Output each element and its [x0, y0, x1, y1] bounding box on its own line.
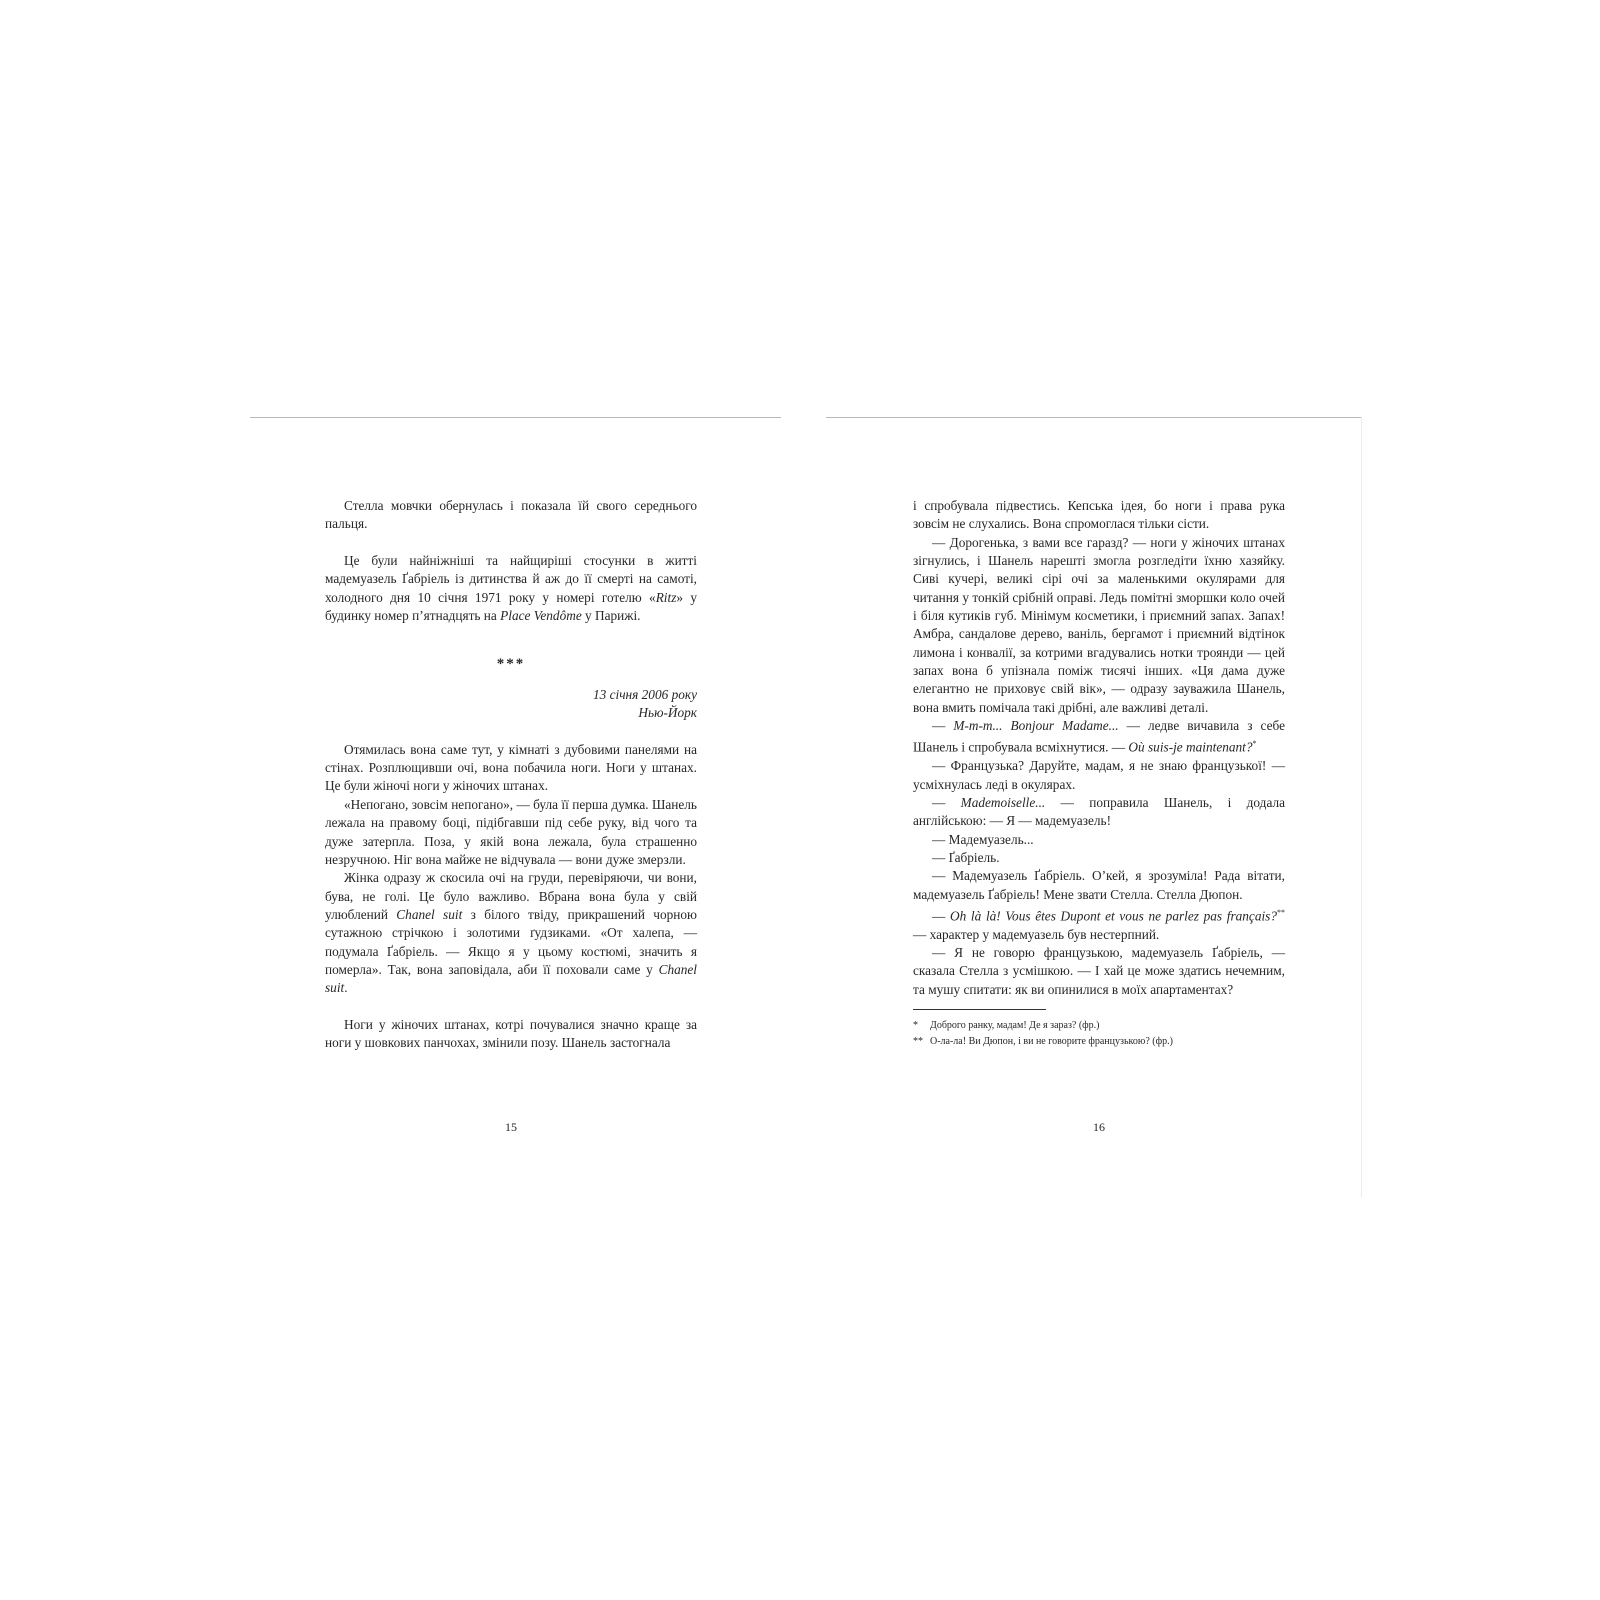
- paragraph: — M-m-m... Bonjour Madame... — ледве вичавила з себе Шанель і спробувала всміхнутися. — Où suis-je maintenant?*: [913, 718, 1285, 755]
- right-page: [913, 497, 1285, 1050]
- paragraph: Стелла мовчки обернулась і показала їй свого середнього пальця.: [325, 498, 697, 532]
- right-page-edge: [1361, 417, 1362, 1197]
- paragraph: — Дорогенька, з вами все гаразд? — ноги у жіночих штанах зігнулись, і Шанель нарешті змогла розгледіти їхню хазяйку. Сиві кучері, великі сірі очі за маленькими окулярами для читання у тонкій срібній оправі. Ледь помітні зморшки коло очей і біля кутиків губ. Мінімум косметики, і приємний запах. Запах! Амбра, сандалове дерево, ваніль, бергамот і приємний відтінок лимона і конвалії, за котрими вгадувались нотки троянди — цей запах вона б упізнала поміж тисячі інших. «Ця дама дуже елегантно не приховує свій вік», — одразу зауважила Шанель, вона вмить помічала такі дрібні, але важливі деталі.: [913, 534, 1285, 715]
- footnote-rule: [913, 1009, 1046, 1010]
- paragraph: Жінка одразу ж скосила очі на груди, перевіряючи, чи вони, бува, не голі. Це було важливо. Вбрана вона була у свій улюблений Chanel suit з білого твіду, прикрашений чорною сутажною стрічкою і золотими ґудзиками. «От халепа, — подумала Ґабріель. — Якщо я у цьому костюмі, значить я померла». Так, вона заповідала, аби її поховали саме у Chanel suit.: [325, 870, 697, 996]
- left-page: [325, 497, 697, 1053]
- paragraph: — Французька? Даруйте, мадам, я не знаю французької! — усміхнулась леді в окулярах.: [913, 758, 1285, 792]
- paragraph: — Мадемуазель Ґабріель. О’кей, я зрозуміла! Рада вітати, мадемуазель Ґабріель! Мене звати Стелла. Стелла Дюпон.: [913, 868, 1285, 902]
- epigraph-date: 13 січня 2006 року: [593, 686, 697, 702]
- paragraph: Це були найніжніші та найщиріші стосунки в житті мадемуазель Ґабріель із дитинства й аж до її смерті на самоті, холодного дня 10 січня 1971 року у номері готелю «Ritz» у будинку номер п’ятнадцять на Place Vendôme у Парижі.: [325, 553, 697, 624]
- paragraph: — Oh là là! Vous êtes Dupont et vous ne parlez pas français?** — характер у мадемуазель був нестерпний.: [913, 907, 1285, 942]
- right-page-top-rule: [826, 417, 1362, 418]
- paragraph: «Непогано, зовсім непогано», — була її перша думка. Шанель лежала на правому боці, підібгавши під себе руку, від чого та дуже затерпла. Поза, у якій вона лежала, була страшенно незручною. Ніг вона майже не відчувала — вони дуже змерзли.: [325, 796, 697, 867]
- paragraph: — Я не говорю французькою, мадемуазель Ґабріель, — сказала Стелла з усмішкою. — І хай це може здатись нечемним, та мушу спитати: як ви опинилися в моїх апартаментах?: [913, 945, 1285, 997]
- paragraph: Отямилась вона саме тут, у кімнаті з дубовими панелями на стінах. Розплющивши очі, вона побачила ноги. Ноги у штанах. Це були жіночі ноги у жіночих штанах.: [325, 741, 697, 794]
- left-page-top-rule: [250, 417, 781, 418]
- footnote-ref: **: [1277, 907, 1285, 917]
- section-break: ***: [496, 656, 526, 673]
- paragraph: — Мадемуазель...: [932, 831, 1034, 847]
- paragraph: — Mademoiselle... — поправила Шанель, і додала англійською: — Я — мадемуазель!: [913, 794, 1286, 829]
- paragraph: і спробувала підвестись. Кепська ідея, бо ноги і права рука зовсім не слухались. Вона спромоглася тільки сісти.: [913, 498, 1285, 532]
- page-number: 15: [505, 1120, 517, 1134]
- paragraph: — Ґабріель.: [932, 849, 1000, 865]
- epigraph-place: Нью-Йорк: [638, 705, 697, 721]
- paragraph: Ноги у жіночих штанах, котрі почувалися значно краще за ноги у шовкових панчохах, змінили позу. Шанель застогнала: [325, 1016, 697, 1051]
- footnote-ref: *: [1252, 739, 1257, 749]
- footnote: ** О-ла-ла! Ви Дюпон, і ви не говорите французькою? (фр.): [913, 1036, 1173, 1048]
- page-number: 16: [1093, 1120, 1105, 1134]
- footnote: * Доброго ранку, мадам! Де я зараз? (фр.): [913, 1020, 1100, 1032]
